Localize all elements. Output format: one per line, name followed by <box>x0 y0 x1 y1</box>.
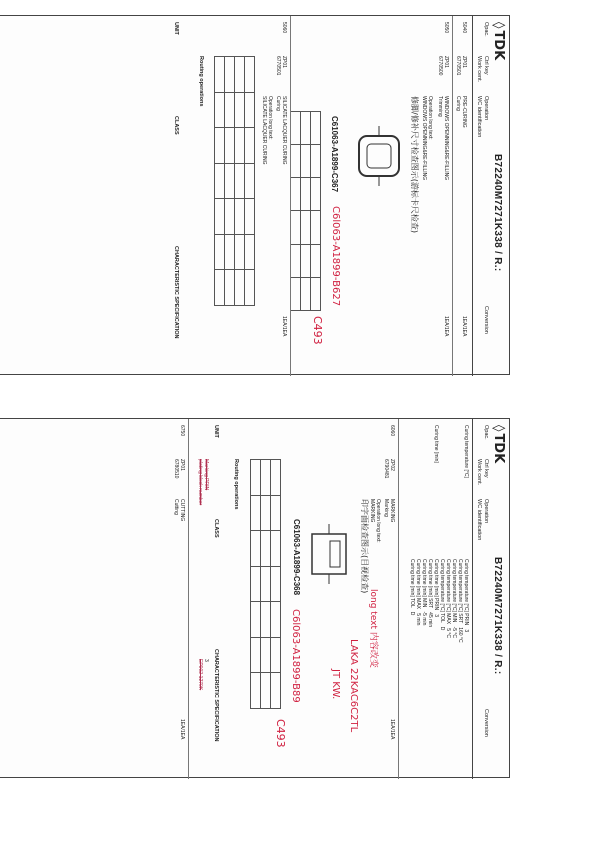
marking-print: Marking PRIN <box>203 459 209 491</box>
op-wc: 6770501 <box>455 56 461 76</box>
separator <box>398 419 399 779</box>
unit-heading: UNIT <box>173 22 179 35</box>
class-heading: CLASS <box>173 116 179 135</box>
op-desc: WINDOWS OPENNING&RE-FILLING <box>443 96 449 181</box>
tdk-logo <box>491 22 506 60</box>
tdk-logo <box>491 425 506 463</box>
op-conversion: 1EA/1EA <box>443 316 449 337</box>
tdk-mark-icon: ◊ <box>491 425 506 432</box>
inspection-table <box>250 459 281 709</box>
op-conversion: 1EA/1EA <box>179 719 185 740</box>
op-conversion: 1EA/1EA <box>281 316 287 337</box>
op-desc: SILICATE LACQUER CURING <box>281 96 287 165</box>
op-desc: CUTTING <box>179 499 185 522</box>
work-cent-label: Work cent. <box>476 56 482 83</box>
op-desc: PRE-CURING <box>461 96 467 128</box>
op-wc: 6790481 <box>383 459 389 479</box>
op-conversion: 1EA/1EA <box>389 719 395 740</box>
handwritten-note: C6l063-A1899-B627 <box>330 206 341 307</box>
separator <box>290 16 291 376</box>
document-page-1 <box>0 15 510 375</box>
operation-label: Operation <box>483 499 489 524</box>
document-page-2 <box>0 418 510 778</box>
logo-text: TDK <box>491 30 506 61</box>
routing-operations-heading: Routing operations <box>198 56 204 107</box>
op-code: 5060 <box>281 22 287 34</box>
opac-label: Opac. <box>483 22 489 37</box>
op-key: ZP01 <box>443 56 449 68</box>
tdk-mark-icon: ◊ <box>491 22 506 29</box>
spec-row: Curing temperature [°C] PRIN 3 <box>463 559 469 633</box>
logo-text: TDK <box>491 433 506 464</box>
spec-row: Curing time [min] MIN -5 min <box>421 559 427 626</box>
op-conversion: 1EA/1EA <box>461 316 467 337</box>
op-code: 5050 <box>443 22 449 34</box>
spec-row: Curing temperature [°C] TOL D <box>439 559 445 631</box>
spec-row: Curing time [min] MAX 5 min <box>415 559 421 626</box>
typed-code: C61063-A1899-C368 <box>292 519 301 596</box>
long-text-label: Operation long text: <box>375 499 381 543</box>
characteristic-heading: CHARACTERISTIC SPECIFICATION <box>213 649 219 742</box>
handwritten-note: C493 <box>274 719 287 748</box>
routing-operations-heading: Routing operations <box>233 459 239 510</box>
long-text: MARKING <box>369 499 375 523</box>
handwritten-note: JT KW. <box>330 669 341 700</box>
marking-value-2: EP002-1270K <box>197 659 203 691</box>
op-code: 6750 <box>179 425 185 437</box>
wc-identification-label: WC identification <box>476 96 482 138</box>
long-text-label: Operation long text: <box>267 96 273 140</box>
unit-heading: UNIT <box>213 425 219 438</box>
spec-row: Curing time [min] PRIN 3 <box>433 559 439 618</box>
operation-label: Operation <box>483 96 489 121</box>
work-cent-label: Work cent. <box>476 459 482 486</box>
chinese-title: 修脚/修补尺寸检查图示(游标卡尺检查) <box>410 96 419 233</box>
inspection-table <box>214 56 255 306</box>
op-code: 5040 <box>461 22 467 34</box>
spec-row: Curing time [min] SRT 45 min <box>427 559 433 628</box>
op-wc: 6780510 <box>173 459 179 479</box>
spec-list <box>409 559 469 759</box>
inspection-table <box>290 111 321 311</box>
op-desc: MARKING <box>389 499 395 523</box>
coil-diagram <box>347 116 407 196</box>
long-text: WINDOWS OPENNING&RE-FILLING <box>421 96 427 181</box>
conversion-label: Conversion <box>483 709 489 737</box>
plating-label: plating block number <box>197 459 203 506</box>
curing-time-label: Curing time [min] <box>433 425 439 463</box>
separator <box>452 16 453 376</box>
op-wc-name: Trimming <box>437 96 443 117</box>
page-header <box>472 419 509 779</box>
op-wc-name: Curing <box>455 96 461 111</box>
class-heading: CLASS <box>213 519 219 538</box>
spec-row: Curing temperature [°C] MAX 5 °C <box>445 559 451 639</box>
op-key: ZP01 <box>179 459 185 471</box>
page-header <box>472 16 509 376</box>
document-number: B72240M7271K338 / R.: <box>492 557 503 675</box>
handwritten-note: C493 <box>311 316 324 345</box>
spec-row: Curing temperature [°C] SRT 160 °C <box>457 559 463 643</box>
opac-label: Opac. <box>483 425 489 440</box>
op-code: 6060 <box>389 425 395 437</box>
handwritten-note: C6l063-A1899-B89 <box>290 609 301 703</box>
document-number: B72240M7271K338 / R.: <box>492 154 503 272</box>
chinese-title: 印字面检查图示(目视检查) <box>360 499 369 594</box>
op-wc-name: Curing <box>275 96 281 111</box>
spec-row: Curing time [min] TOL D <box>409 559 415 616</box>
handwritten-note: LAKA 22KAC6C2TL <box>348 639 359 733</box>
conversion-label: Conversion <box>483 306 489 334</box>
marking-diagram <box>304 519 354 589</box>
handwritten-note: long text 内容改变 <box>368 589 378 668</box>
op-key: ZP02 <box>389 459 395 471</box>
op-wc-name: Cutting <box>173 499 179 515</box>
wc-identification-label: WC identification <box>476 499 482 541</box>
op-wc: 6770500 <box>437 56 443 76</box>
curing-temp-label: Curing temperature [°C] <box>463 425 469 478</box>
op-wc-name: Marking <box>383 499 389 517</box>
characteristic-heading: CHARACTERISTIC SPECIFICATION <box>173 246 179 339</box>
ctrl-key-label: Ctrl key <box>483 459 489 478</box>
ctrl-key-label: Ctrl key <box>483 56 489 75</box>
op-key: ZP01 <box>461 56 467 68</box>
separator <box>188 419 189 779</box>
typed-code: C61063-A1899-C367 <box>330 116 339 193</box>
op-key: ZP01 <box>281 56 287 68</box>
long-text-label: Operation long text: <box>427 96 433 140</box>
op-wc: 6770501 <box>275 56 281 76</box>
long-text: SILICATE LACQUER CURING <box>261 96 267 165</box>
marking-value: 3 <box>203 659 209 662</box>
spec-row: Curing temperature [°C] MIN -5 °C <box>451 559 457 639</box>
